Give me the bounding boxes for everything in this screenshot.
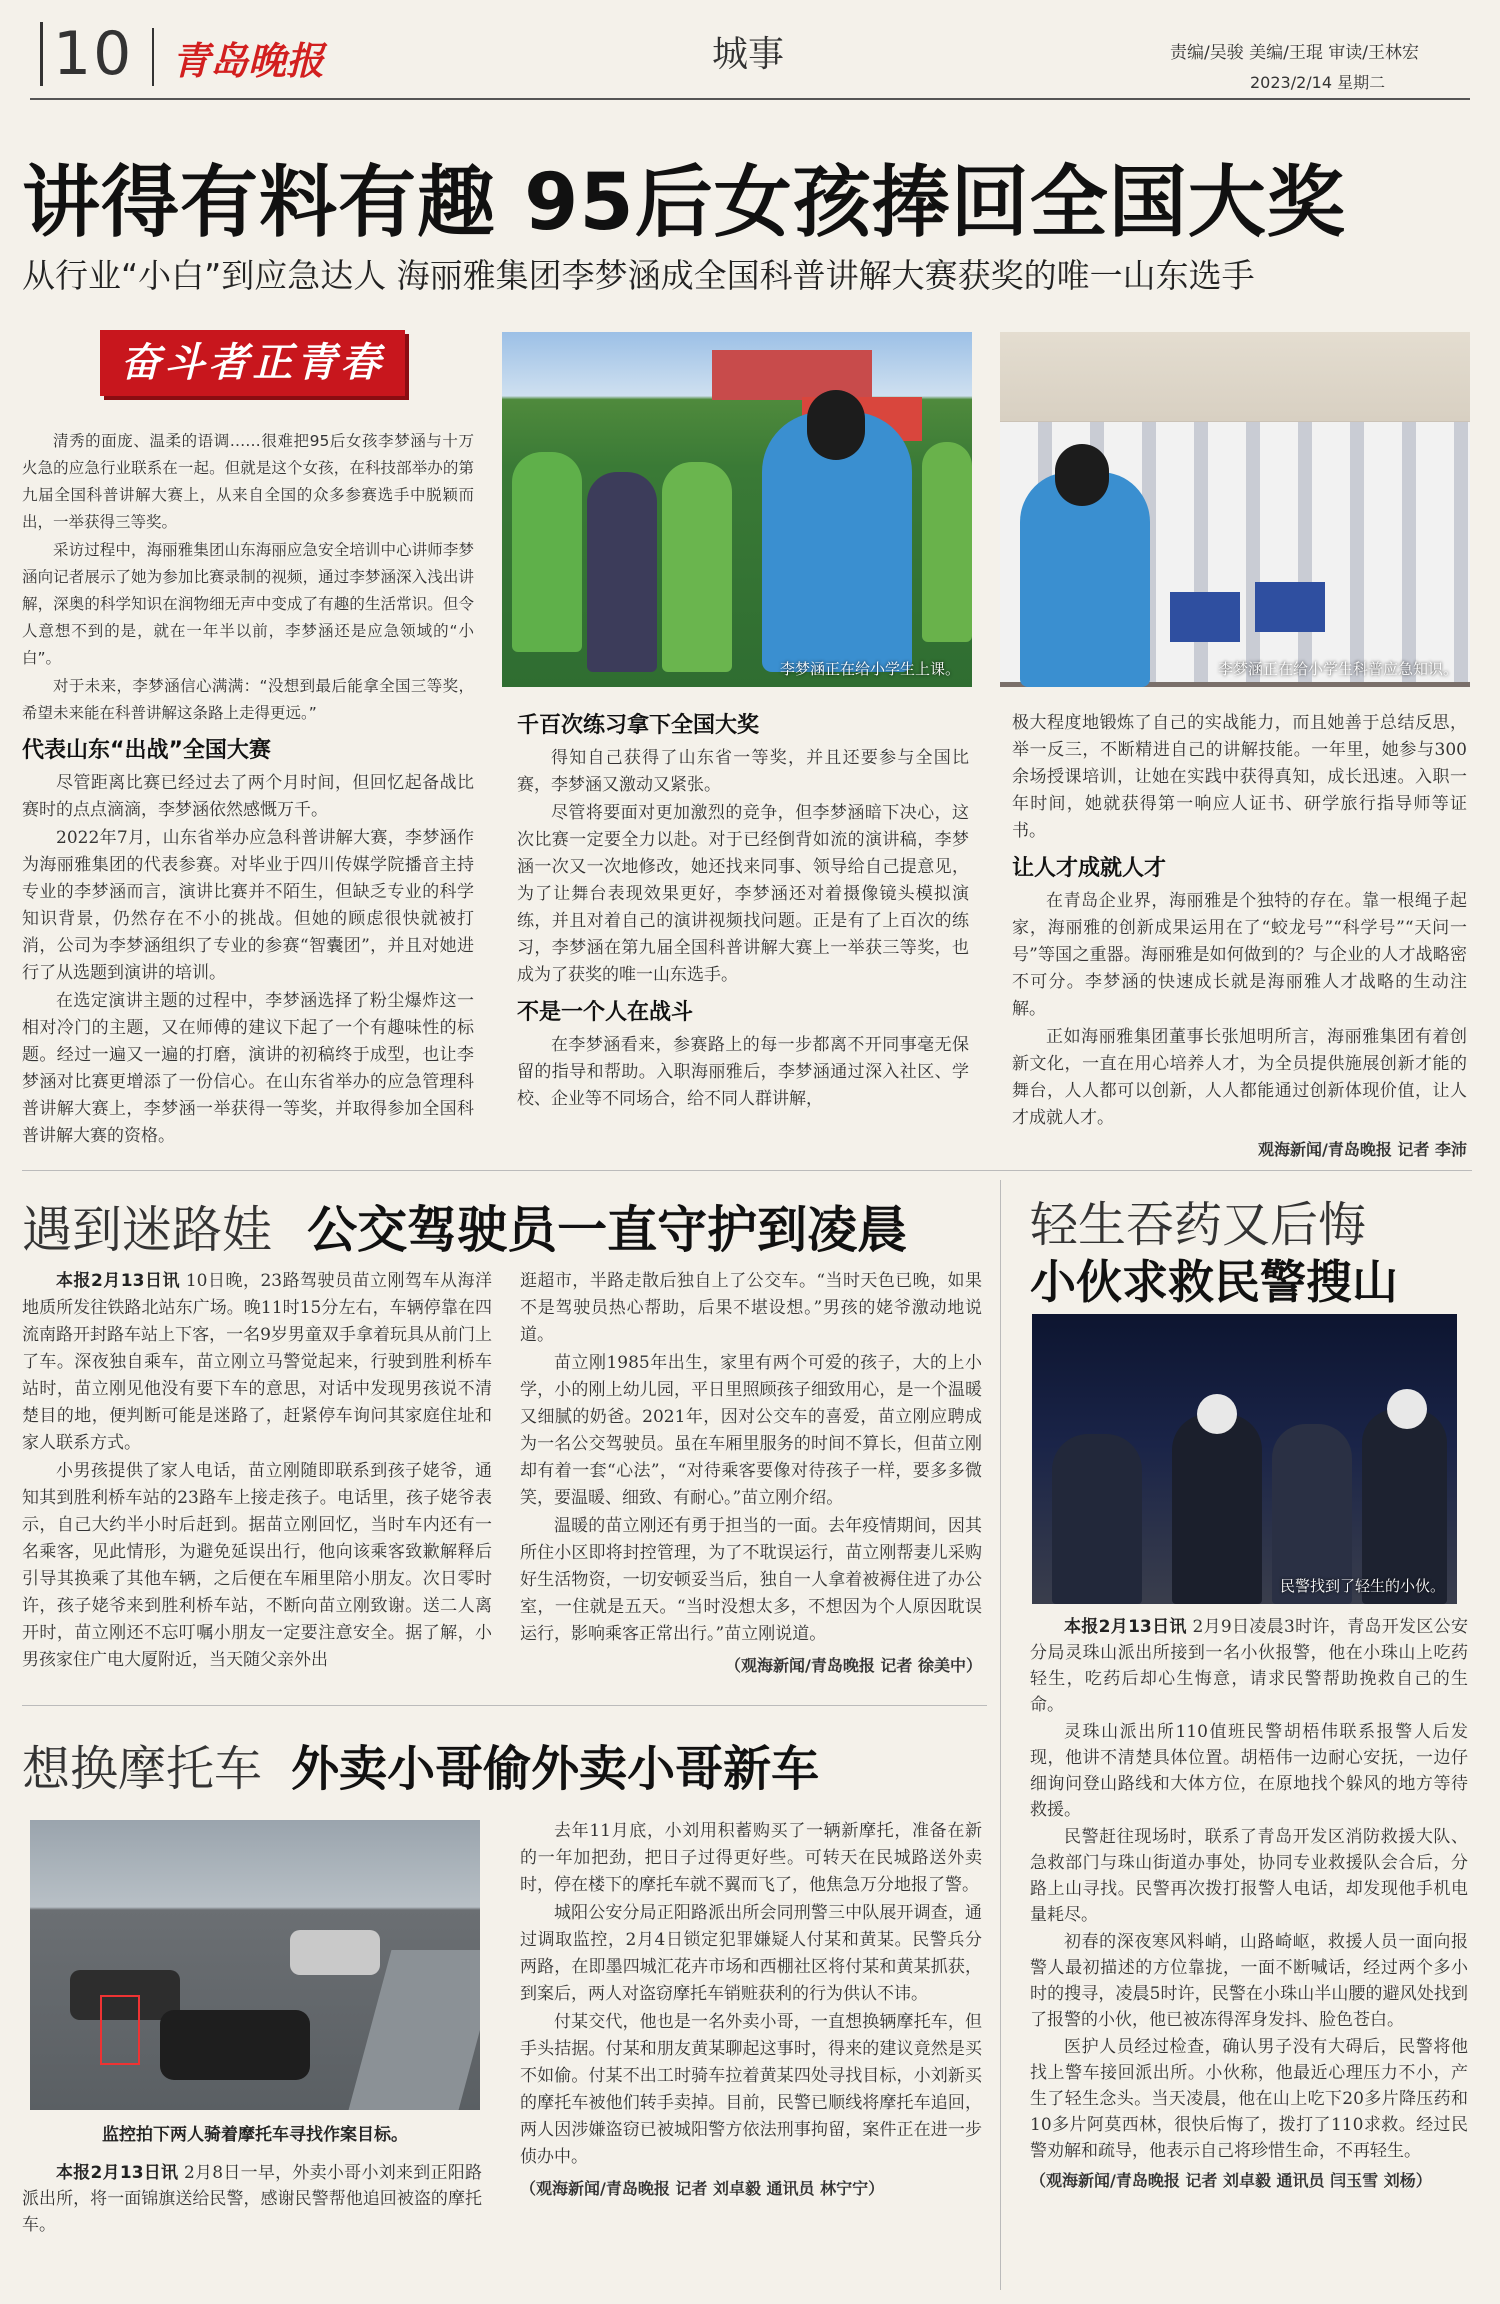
body-paragraph bbox=[22, 1268, 492, 1457]
section-name: 城事 bbox=[712, 34, 785, 75]
section-title: 不是一个人在战斗 bbox=[517, 1000, 694, 1025]
masthead-rule bbox=[30, 98, 1470, 100]
photo-caption: 李梦涵正在给小学生科普应急知识。 bbox=[1217, 660, 1458, 678]
moto-story-body bbox=[520, 1818, 982, 2202]
paper-logo: 青岛晚报 bbox=[172, 38, 325, 83]
lead-headline: 讲得有料有趣 95后女孩捧回全国大奖 bbox=[22, 158, 1346, 248]
body-paragraph bbox=[1030, 1614, 1468, 1718]
photo-surveillance bbox=[30, 1820, 480, 2110]
photo-rescue bbox=[1032, 1314, 1457, 1604]
dateline: 本报2月13日讯 bbox=[56, 2163, 179, 2183]
police-story-body bbox=[1030, 1614, 1468, 2194]
photo-field-lesson bbox=[502, 332, 972, 687]
photo-classroom bbox=[1000, 332, 1470, 687]
page-number: 10 bbox=[40, 22, 133, 86]
body-paragraph: 在选定演讲主题的过程中，李梦涵选择了粉尘爆炸这一相对冷门的主题，又在师傅的建议下起了一个有趣味性的标题。经过一遍又一遍的打磨，演讲的初稿终于成型，也让李梦涵对比赛更增添了一份信心。在山东省举办的应急管理科普讲解大赛上，李梦涵一举获得一等奖，并取得参加全国科普讲解大赛的资格。 bbox=[22, 991, 474, 1146]
body-paragraph: 苗立刚1985年出生，家里有两个可爱的孩子，大的上小学，小的刚上幼儿园，平日里照顾孩子细致用心，是一个温暖又细腻的奶爸。2021年，因对公交车的喜爱，苗立刚应聘成为一名公交驾驶员。虽在车厢里服务的时间不算长，但苗立刚却有着一套“心法”，“对待乘客要像对待孩子一样，要多多微笑，要温暖、细致、有耐心。”苗立刚介绍。 bbox=[520, 1353, 982, 1508]
paragraph-text: 2月9日凌晨3时许，青岛开发区公安分局灵珠山派出所接到一名小伙报警，他在小珠山上吃药轻生，吃药后却心生悔意，请求民警帮助挽救自己的生命。 bbox=[1030, 1617, 1468, 1715]
photo-caption: 民警找到了轻生的小伙。 bbox=[1279, 1577, 1445, 1595]
section-title: 让人才成就人才 bbox=[1012, 856, 1167, 881]
byline: （观海新闻/青岛晚报 记者 刘卓毅 通讯员 闫玉雪 刘杨） bbox=[1030, 2171, 1432, 2190]
intro-paragraph: 清秀的面庞、温柔的语调……很难把95后女孩李梦涵与十万火急的应急行业联系在一起。但就是这个女孩，在科技部举办的第九届全国科普讲解大赛上，从来自全国的众多参赛选手中脱颖而出，一举获得三等奖。 bbox=[22, 432, 474, 531]
byline: （观海新闻/青岛晚报 记者 刘卓毅 通讯员 林宁宁） bbox=[520, 2179, 885, 2198]
body-paragraph: 温暖的苗立刚还有勇于担当的一面。去年疫情期间，因其所住小区即将封控管理，为了不耽误运行，苗立刚帮妻儿采购好生活物资，一切安顿妥当后，独自一人拿着被褥住进了办公室，一住就是五天。“当时没想太多，不想因为个人原因耽误运行，影响乘客正常出行。”苗立刚说道。 bbox=[520, 1516, 982, 1644]
section-divider bbox=[22, 1705, 987, 1706]
body-paragraph bbox=[22, 2160, 482, 2238]
paragraph-text: 10日晚，23路驾驶员苗立刚驾车从海洋地质所发往铁路北站东广场。晚11时15分左右，车辆停靠在四流南路开封路车站上下客，一名9岁男童双手拿着玩具从前门上了车。深夜独自乘车，苗立刚立马警觉起来，行驶到胜利桥车站时，苗立刚见他没有要下车的意思，对话中发现男孩说不清楚目的地，便判断可能是迷路了，赶紧停车询问其家庭住址和家人联系方式。 bbox=[22, 1271, 492, 1453]
intro-paragraph: 对于未来，李梦涵信心满满：“没想到最后能拿全国三等奖，希望未来能在科普讲解这条路上走得更远。” bbox=[22, 677, 474, 722]
body-paragraph: 去年11月底，小刘用积蓄购买了一辆新摩托，准备在新的一年加把劲，把日子过得更好些。可转天在民城路送外卖时，停在楼下的摩托车就不翼而飞了，他焦急万分地报了警。 bbox=[520, 1821, 982, 1895]
photo-caption: 李梦涵正在给小学生上课。 bbox=[779, 660, 960, 678]
body-paragraph: 民警赶往现场时，联系了青岛开发区消防救援大队、急救部门与珠山街道办事处，协同专业救援队会合后，分路上山寻找。民警再次拨打报警人电话，却发现他手机电量耗尽。 bbox=[1030, 1827, 1468, 1925]
body-paragraph: 小男孩提供了家人电话，苗立刚随即联系到孩子姥爷，通知其到胜利桥车站的23路车上接走孩子。电话里，孩子姥爷表示，自己大约半小时后赶到。据苗立刚回忆，当时车内还有一名乘客，见此情形，为避免延误出行，他向该乘客致歉解释后引导其换乘了其他车辆，之后便在车厢里陪小朋友。次日零时许，孩子姥爷来到胜利桥车站，不断向苗立刚致谢。送二人离开时，苗立刚还不忘叮嘱小朋友一定要注意安全。据了解，小男孩家住广电大厦附近，当天随父亲外出 bbox=[22, 1461, 492, 1670]
body-paragraph: 尽管距离比赛已经过去了两个月时间，但回忆起备战比赛时的点点滴滴，李梦涵依然感慨万千。 bbox=[22, 773, 474, 820]
page-number-divider bbox=[152, 28, 154, 86]
body-paragraph: 2022年7月，山东省举办应急科普讲解大赛，李梦涵作为海丽雅集团的代表参赛。对毕业于四川传媒学院播音主持专业的李梦涵而言，演讲比赛并不陌生，但缺乏专业的科学知识背景，仍然存在不小的挑战。但她的顾虑很快就被打消，公司为李梦涵组织了专业的参赛“智囊团”，并且对她进行了从选题到演讲的培训。 bbox=[22, 828, 474, 983]
body-paragraph: 逛超市，半路走散后独自上了公交车。“当时天色已晚，如果不是驾驶员热心帮助，后果不堪设想。”男孩的姥爷激动地说道。 bbox=[520, 1271, 982, 1345]
dateline: 本报2月13日讯 bbox=[56, 1271, 180, 1291]
body-paragraph: 在李梦涵看来，参赛路上的每一步都离不开同事毫无保留的指导和帮助。入职海丽雅后，李梦涵通过深入社区、学校、企业等不同场合，给不同人群讲解， bbox=[517, 1035, 969, 1109]
column-divider bbox=[1000, 1180, 1001, 2290]
bus-story-column-2 bbox=[520, 1268, 982, 1679]
photo-caption: 监控拍下两人骑着摩托车寻找作案目标。 bbox=[102, 2125, 408, 2145]
moto-story-headline bbox=[22, 1730, 819, 1799]
lead-column-2 bbox=[517, 710, 969, 1114]
moto-story-lead bbox=[22, 2160, 482, 2239]
paragraph-text: 2月8日一早，外卖小哥小刘来到正阳路派出所，将一面锦旗送给民警，感谢民警帮他追回被盗的摩托车。 bbox=[22, 2163, 482, 2235]
editor-credits: 责编/吴骏 美编/王琨 审读/王林宏 bbox=[1170, 43, 1419, 63]
byline: 观海新闻/青岛晚报 记者 李沛 bbox=[1258, 1140, 1467, 1159]
body-paragraph: 城阳公安分局正阳路派出所会同刑警三中队展开调查，通过调取监控，2月4日锁定犯罪嫌疑人付某和黄某。民警兵分两路，在即墨四城汇花卉市场和西棚社区将付某和黄某抓获，到案后，两人对盗窃摩托车销赃获利的行为供认不讳。 bbox=[520, 1903, 982, 2004]
byline: （观海新闻/青岛晚报 记者 徐美中） bbox=[725, 1656, 982, 1675]
headline-kicker: 想换摩托车 bbox=[22, 1741, 263, 1797]
body-paragraph: 在青岛企业界，海丽雅是个独特的存在。靠一根绳子起家，海丽雅的创新成果运用在了“蛟龙号”“科学号”“天问一号”等国之重器。海丽雅是如何做到的？与企业的人才战略密不可分。李梦涵的快速成长就是海丽雅人才战略的生动注解。 bbox=[1012, 891, 1467, 1019]
bus-story-column-1 bbox=[22, 1268, 492, 1675]
body-paragraph: 正如海丽雅集团董事长张旭明所言，海丽雅集团有着创新文化，一直在用心培养人才，为全员提供施展创新才能的舞台，人人都可以创新，人人都能通过创新体现价值，让人才成就人才。 bbox=[1012, 1027, 1467, 1128]
intro-paragraph: 采访过程中，海丽雅集团山东海丽应急安全培训中心讲师李梦涵向记者展示了她为参加比赛录制的视频，通过李梦涵深入浅出讲解，深奥的科学知识在润物细无声中变成了有趣的生活常识。但令人意想不到的是，就在一年半以前，李梦涵还是应急领域的“小白”。 bbox=[22, 541, 474, 667]
dateline: 本报2月13日讯 bbox=[1064, 1617, 1187, 1637]
police-headline-kicker: 轻生吞药又后悔 bbox=[1030, 1197, 1367, 1253]
headline-main: 外卖小哥偷外卖小哥新车 bbox=[291, 1741, 820, 1797]
body-paragraph: 得知自己获得了山东省一等奖，并且还要参与全国比赛，李梦涵又激动又紧张。 bbox=[517, 748, 969, 795]
body-paragraph: 初春的深夜寒风料峭，山路崎岖，救援人员一面向报警人最初描述的方位靠拢，一面不断喊话，经过两个多小时的搜寻，凌晨5时许，民警在小珠山半山腰的避风处找到了报警的小伙，他已被冻得浑身发抖、脸色苍白。 bbox=[1030, 1932, 1468, 2030]
section-title: 代表山东“出战”全国大赛 bbox=[22, 738, 271, 763]
body-paragraph: 极大程度地锻炼了自己的实战能力，而且她善于总结反思，举一反三，不断精进自己的讲解技能。一年里，她参与300余场授课培训，让她在实践中获得真知，成长迅速。入职一年时间，她就获得第一响应人证书、研学旅行指导师等证书。 bbox=[1012, 713, 1467, 841]
bus-story-headline bbox=[22, 1190, 907, 1262]
column-badge bbox=[100, 330, 405, 396]
section-divider bbox=[22, 1170, 1472, 1171]
lead-subhead: 从行业“小白”到应急达人 海丽雅集团李梦涵成全国科普讲解大赛获奖的唯一山东选手 bbox=[22, 256, 1255, 295]
body-paragraph: 付某交代，他也是一名外卖小哥，一直想换辆摩托车，但手头拮据。付某和朋友黄某聊起这事时，得来的建议竟然是买不如偷。付某不出工时骑车拉着黄某四处寻找目标，小刘新买的摩托车被他们转手卖掉。目前，民警已顺线将摩托车追回，两人因涉嫌盗窃已被城阳警方依法刑事拘留，案件正在进一步侦办中。 bbox=[520, 2012, 982, 2167]
police-headline-main: 小伙求救民警搜山 bbox=[1030, 1255, 1398, 1309]
body-paragraph: 医护人员经过检查，确认男子没有大碍后，民警将他找上警车接回派出所。小伙称，他最近心理压力不小，产生了轻生念头。当天凌晨，他在山上吃下20多片降压药和10多片阿莫西林，很快后悔了，拨打了110求救。经过民警劝解和疏导，他表示自己将珍惜生命，不再轻生。 bbox=[1030, 2037, 1468, 2161]
headline-kicker: 遇到迷路娃 bbox=[22, 1201, 272, 1259]
headline-main: 公交驾驶员一直守护到凌晨 bbox=[307, 1201, 908, 1259]
column-badge-label: 奋斗者正青春 bbox=[120, 339, 385, 386]
section-title: 千百次练习拿下全国大奖 bbox=[517, 713, 760, 738]
body-paragraph: 灵珠山派出所110值班民警胡梧伟联系报警人后发现，他讲不清楚具体位置。胡梧伟一边耐心安抚，一边仔细询问登山路线和大体方位，在原地找个躲风的地方等待救援。 bbox=[1030, 1722, 1468, 1820]
issue-date: 2023/2/14 星期二 bbox=[1250, 73, 1386, 92]
lead-column-3 bbox=[1012, 710, 1467, 1163]
lead-column-1 bbox=[22, 428, 474, 1151]
body-paragraph: 尽管将要面对更加激烈的竞争，但李梦涵暗下决心，这次比赛一定要全力以赴。对于已经倒背如流的演讲稿，李梦涵一次又一次地修改，她还找来同事、领导给自己提意见，为了让舞台表现效果更好，李梦涵还对着摄像镜头模拟演练，并且对着自己的演讲视频找问题。正是有了上百次的练习，李梦涵在第九届全国科普讲解大赛上一举获三等奖，也成为了获奖的唯一山东选手。 bbox=[517, 803, 969, 985]
